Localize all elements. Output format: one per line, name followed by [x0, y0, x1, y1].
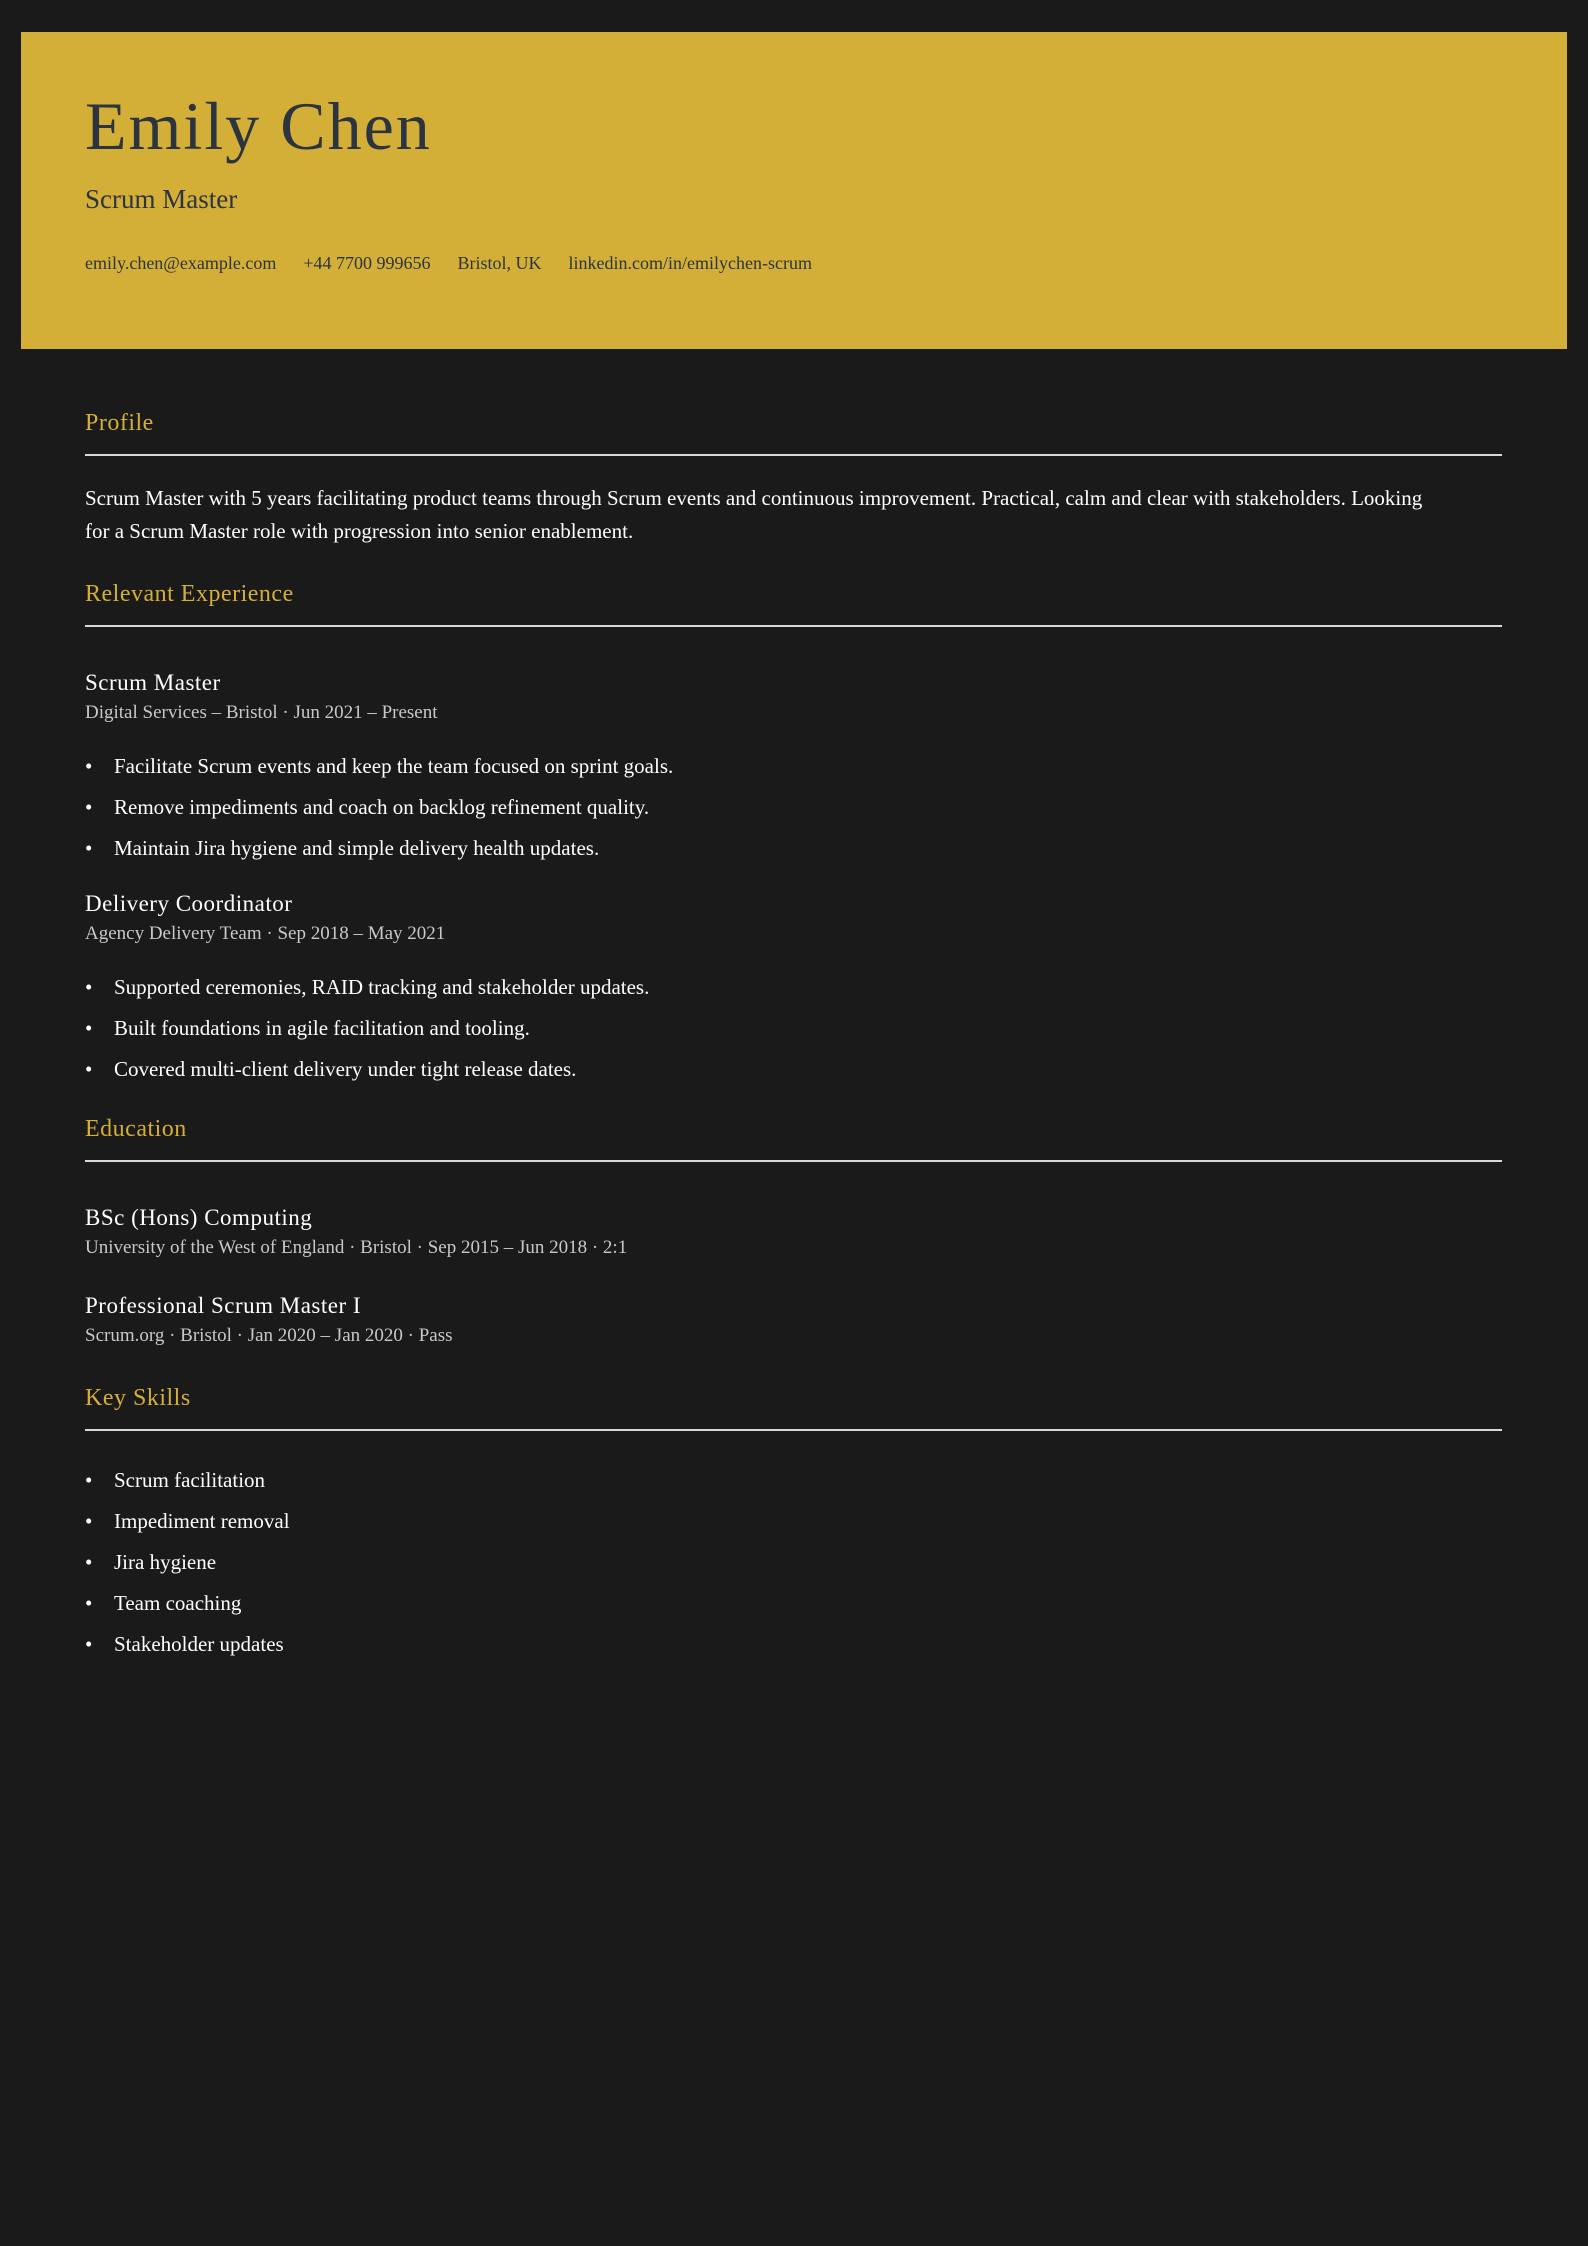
- list-item: • Built foundations in agile facilitation and tooling.: [85, 1016, 530, 1040]
- contact-info: [85, 254, 839, 272]
- job-meta: Digital Services – Bristol · Jun 2021 – Present: [85, 702, 438, 723]
- list-item: • Impediment removal: [85, 1509, 290, 1533]
- bullet-icon: •: [85, 1468, 93, 1492]
- profile-summary-line-1: Scrum Master with 5 years facilitating product teams through Scrum events and continuous improvement. Practical, calm and clear with stakeholders. Looking: [85, 486, 1423, 510]
- profile-divider: [85, 454, 1502, 456]
- contact-email: emily.chen@example.com: [85, 253, 277, 273]
- list-item: • Team coaching: [85, 1591, 242, 1615]
- list-item: • Facilitate Scrum events and keep the team focused on sprint goals.: [85, 754, 674, 778]
- contact-location: Bristol, UK: [457, 253, 542, 273]
- education-divider: [85, 1160, 1502, 1162]
- list-item: • Scrum facilitation: [85, 1468, 266, 1492]
- profile-heading: Profile: [85, 410, 154, 436]
- job-entry: [85, 892, 292, 915]
- education-meta: Scrum.org · Bristol · Jan 2020 – Jan 2020 · Pass: [85, 1325, 453, 1346]
- skills-divider: [85, 1429, 1502, 1431]
- job-title: Delivery Coordinator: [85, 891, 293, 916]
- contact-phone: +44 7700 999656: [303, 253, 431, 273]
- list-item: • Maintain Jira hygiene and simple delivery health updates.: [85, 836, 600, 860]
- candidate-role: Scrum Master: [85, 184, 238, 214]
- experience-divider: [85, 625, 1502, 627]
- list-item: • Stakeholder updates: [85, 1632, 284, 1656]
- bullet-icon: •: [85, 1016, 93, 1040]
- bullet-icon: •: [85, 1632, 93, 1656]
- contact-linkedin: linkedin.com/in/emilychen-scrum: [568, 253, 812, 273]
- bullet-icon: •: [85, 1509, 93, 1533]
- list-item: • Jira hygiene: [85, 1550, 217, 1574]
- bullet-icon: •: [85, 795, 93, 819]
- candidate-name: Emily Chen: [85, 88, 432, 164]
- resume-header: [21, 32, 1567, 349]
- bullet-icon: •: [85, 754, 93, 778]
- list-item: • Covered multi-client delivery under tight release dates.: [85, 1057, 577, 1081]
- bullet-icon: •: [85, 975, 93, 999]
- bullet-icon: •: [85, 836, 93, 860]
- list-item: • Remove impediments and coach on backlog refinement quality.: [85, 795, 650, 819]
- job-title: Scrum Master: [85, 670, 221, 695]
- profile-summary-line-2: for a Scrum Master role with progression into senior enablement.: [85, 519, 634, 543]
- job-meta: Agency Delivery Team · Sep 2018 – May 2021: [85, 923, 446, 944]
- skills-list: [85, 1470, 685, 1675]
- bullet-icon: •: [85, 1550, 93, 1574]
- bullet-icon: •: [85, 1057, 93, 1081]
- job-entry: [85, 671, 221, 694]
- education-title: Professional Scrum Master I: [85, 1293, 362, 1318]
- skills-heading: Key Skills: [85, 1385, 191, 1411]
- education-meta: University of the West of England · Bristol · Sep 2015 – Jun 2018 · 2:1: [85, 1237, 628, 1258]
- job-bullets: [85, 977, 1085, 1100]
- education-title: BSc (Hons) Computing: [85, 1205, 313, 1230]
- job-bullets: [85, 756, 1085, 879]
- education-heading: Education: [85, 1116, 187, 1142]
- bullet-icon: •: [85, 1591, 93, 1615]
- experience-heading: Relevant Experience: [85, 581, 294, 607]
- list-item: • Supported ceremonies, RAID tracking and stakeholder updates.: [85, 975, 650, 999]
